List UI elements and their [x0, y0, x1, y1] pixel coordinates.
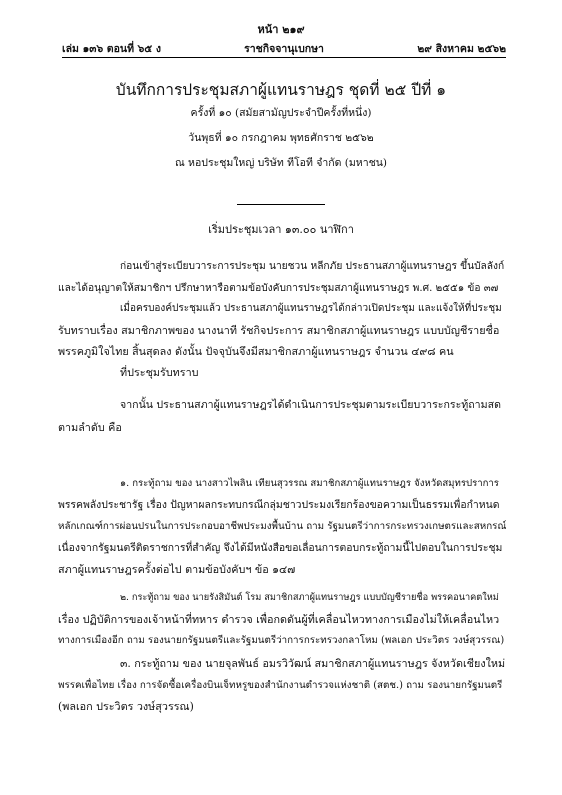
text-line: รับทราบเรื่อง สมาชิกภาพของ นางนาที รัชกิจประการ สมาชิกสภาผู้แทนราษฎร แบบบัญชีรายชื่อ	[58, 323, 500, 337]
gazette-name: ราชกิจจานุเบกษา	[244, 43, 324, 55]
text-line: เนื่องจากรัฐมนตรีติดราชการที่สำคัญ จึงได้มีหนังสือขอเลื่อนการตอบกระทู้ถามนี้ไปตอบในการประชุม	[58, 541, 503, 554]
date-line: วันพุธที่ ๑๐ กรกฎาคม พุทธศักราช ๒๕๖๒	[188, 132, 374, 144]
question-1	[58, 473, 506, 581]
paragraph-1	[58, 256, 506, 299]
start-time: เริ่มประชุมเวลา ๑๓.๐๐ นาฬิกา	[208, 223, 354, 236]
text-line: ตามลำดับ คือ	[58, 420, 122, 434]
question-2	[58, 587, 506, 652]
text-line: ทางการเมืองอีก ถาม รองนายกรัฐมนตรีและรัฐมนตรีว่าการกระทรวงกลาโหม (พลเอก ประวิตร วงษ์สุวรรณ)	[58, 635, 505, 646]
text-line: พรรคเพื่อไทย เรื่อง การจัดซื้อเครื่องบินเจ็ทหรูของสำนักงานตำรวจแห่งชาติ (สตช.) ถาม รองนายกรัฐมนตรี	[58, 679, 503, 691]
text-line: ๑. กระทู้ถาม ของ นางสาวไพลิน เทียนสุวรรณ สมาชิกสภาผู้แทนราษฎร จังหวัดสมุทรปราการ	[120, 478, 499, 489]
running-header	[62, 40, 506, 56]
paragraph-3	[88, 362, 506, 384]
header-rule	[62, 57, 506, 58]
text-line: พรรคภูมิใจไทย สิ้นสุดลง ดังนั้น ปัจจุบันจึงมีสมาชิกสภาผู้แทนราษฎร จำนวน ๔๙๘ คน	[58, 345, 454, 358]
text-line: เมื่อครบองค์ประชุมแล้ว ประธานสภาผู้แทนราษฎรได้กล่าวเปิดประชุม และแจ้งให้ที่ประชุม	[120, 303, 502, 314]
text-line: (พลเอก ประวิตร วงษ์สุวรรณ)	[58, 700, 194, 713]
document-title: บันทึกการประชุมสภาผู้แทนราษฎร ชุดที่ ๒๕ ปีที่ ๑	[115, 81, 447, 99]
paragraph-2	[58, 298, 506, 363]
text-line: เรื่อง ปฏิบัติการของเจ้าหน้าที่ทหาร ดำรวจ เพื่อกดดันผู้ที่เคลื่อนไหวทางการเมืองไม่ให้เคลื่อนไหว	[58, 612, 500, 626]
page-number: หน้า ๒๑๙	[257, 23, 305, 36]
publication-date: ๒๙ สิงหาคม ๒๕๖๒	[417, 43, 506, 55]
title-divider	[237, 204, 325, 205]
text-line: ๓. กระทู้ถาม ของ นายจุลพันธ์ อมรวิวัฒน์ สมาชิกสภาผู้แทนราษฎร จังหวัดเชียงใหม่	[120, 657, 506, 670]
text-line: ที่ประชุมรับทราบ	[120, 366, 199, 379]
text-line: และได้อนุญาตให้สมาชิกฯ ปรึกษาหารือตามข้อบังคับการประชุมสภาผู้แทนราษฎร พ.ศ. ๒๕๕๑ ข้อ ๓๗	[58, 282, 499, 294]
text-line: จากนั้น ประธานสภาผู้แทนราษฎรได้ดำเนินการประชุมตามระเบียบวาระกระทู้ถามสด	[120, 399, 501, 411]
volume-issue: เล่ม ๑๓๖ ตอนที่ ๖๕ ง	[62, 43, 162, 55]
text-line: หลักเกณฑ์การผ่อนปรนในการประกอบอาชีพประมงพื้นบ้าน ถาม รัฐมนตรีว่าการกระทรวงเกษตรและสหกรณ์	[58, 521, 506, 532]
question-3	[58, 653, 506, 718]
text-line: พรรคพลังประชารัฐ เรื่อง ปัญหาผลกระทบกรณีกลุ่มชาวประมงเรียกร้องขอความเป็นธรรมเพื่อกำหนด	[58, 498, 500, 511]
text-line: ๒. กระทู้ถาม ของ นายรังสิมันต์ โรม สมาชิกสภาผู้แทนราษฎร แบบบัญชีรายชื่อ พรรคอนาคตใหม่	[120, 592, 499, 603]
text-line: ก่อนเข้าสู่ระเบียบวาระการประชุม นายชวน หลีกภัย ประธานสภาผู้แทนราษฎร ขึ้นบัลลังก์	[120, 261, 505, 272]
venue-line: ณ หอประชุมใหญ่ บริษัท ทีโอที จำกัด (มหาชน)	[174, 157, 388, 169]
paragraph-4	[58, 395, 506, 438]
session-line: ครั้งที่ ๑๐ (สมัยสามัญประจำปีครั้งที่หนึ่ง)	[190, 107, 372, 119]
text-line: สภาผู้แทนราษฎรครั้งต่อไป ตามข้อบังคับฯ ข้อ ๑๔๗	[58, 563, 296, 576]
